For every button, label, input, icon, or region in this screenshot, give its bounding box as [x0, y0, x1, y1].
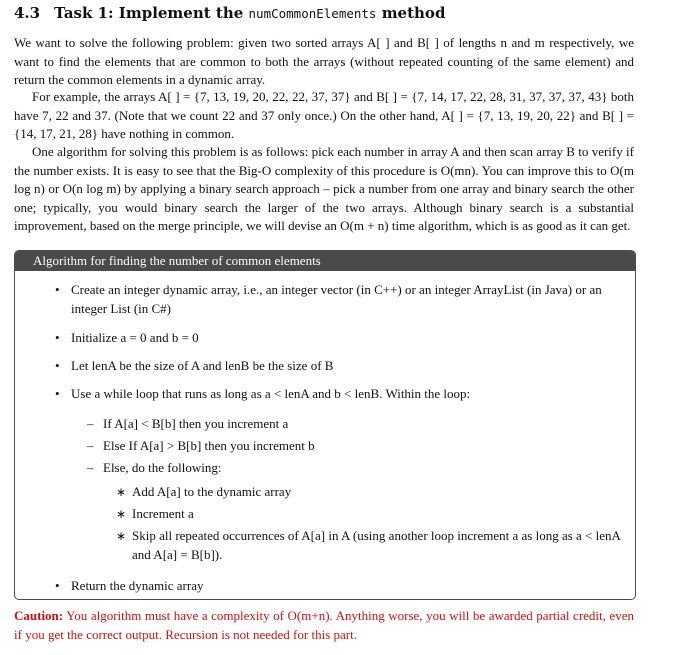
step-text: Use a while loop that runs as long as a < lenA and b < lenB. Within the loop:	[71, 386, 471, 401]
dash-icon: –	[87, 438, 94, 453]
loop-case-text: Else, do the following:	[103, 460, 222, 475]
else-step-text: Skip all repeated occurrences of A[a] in A (using another loop increment a as long as a < lenA and A[a] = B[b]).	[132, 528, 621, 562]
algorithm-step	[55, 357, 615, 376]
algorithm-box	[14, 250, 636, 600]
section-title-suffix: method	[381, 4, 446, 22]
loop-case-text: If A[a] < B[b] then you increment a	[103, 416, 289, 431]
algorithm-step	[55, 385, 615, 404]
else-step	[116, 505, 622, 524]
loop-case	[87, 459, 615, 478]
algorithm-step	[55, 329, 615, 348]
else-step-text: Add A[a] to the dynamic array	[132, 484, 292, 499]
algorithm-step	[55, 281, 615, 318]
bullet-icon: •	[55, 282, 60, 297]
asterisk-icon: ∗	[116, 507, 127, 521]
problem-statement-paragraph: We want to solve the following problem: given two sorted arrays A[ ] and B[ ] of lengths n and m respectively, we want to find the elements that are common to both the arrays (without repeated counting of the same element) and return the common elements in a dynamic array.	[14, 35, 634, 88]
bullet-icon: •	[55, 358, 60, 373]
method-name: numCommonElements	[248, 6, 377, 21]
caution-label: Caution:	[14, 608, 64, 623]
step-text: Initialize a = 0 and b = 0	[71, 330, 199, 345]
approach-paragraph: One algorithm for solving this problem is as follows: pick each number in array A and then scan array B to verify if the number exists. It is easy to see that the Big-O complexity of this procedure is O(mn). You can improve this to O(m log n) or O(n log m) by applying a binary search approach – pick a number from one array and binary search the other one; typically, you would binary search the larger of the two arrays. Although binary search is a substantial improvement, based on the merge principle, we will devise an O(m + n) time algorithm, which is as good as it can get.	[14, 144, 634, 234]
algorithm-box-title: Algorithm for finding the number of common elements	[15, 251, 635, 271]
asterisk-icon: ∗	[116, 529, 127, 543]
dash-icon: –	[87, 460, 94, 475]
step-text: Return the dynamic array	[71, 578, 204, 593]
section-heading	[14, 4, 445, 22]
caution-note	[14, 607, 634, 644]
caution-text: You algorithm must have a complexity of O(m+n). Anything worse, you will be awarded partial credit, even if you get the correct output. Recursion is not needed for this part.	[14, 608, 634, 642]
bullet-icon: •	[55, 578, 60, 593]
loop-case	[87, 415, 615, 434]
section-title-prefix: Task 1: Implement the	[54, 4, 244, 22]
loop-case	[87, 437, 615, 456]
loop-case-text: Else If A[a] > B[b] then you increment b	[103, 438, 315, 453]
section-number: 4.3	[14, 4, 41, 22]
asterisk-icon: ∗	[116, 485, 127, 499]
bullet-icon: •	[55, 330, 60, 345]
bullet-icon: •	[55, 386, 60, 401]
else-step	[116, 483, 622, 502]
step-text: Let lenA be the size of A and lenB be the size of B	[71, 358, 334, 373]
example-paragraph: For example, the arrays A[ ] = {7, 13, 19, 20, 22, 22, 37, 37} and B[ ] = {7, 14, 17, 22, 28, 31, 37, 37, 37, 43} both have 7, 22 and 37. (Note that we count 22 and 37 only once.) On the other hand, A[ ] = {7, 13, 19, 20, 22} and B[ ] = {14, 17, 21, 28} have nothing in common.	[14, 89, 634, 142]
dash-icon: –	[87, 416, 94, 431]
else-step	[116, 527, 622, 564]
step-text: Create an integer dynamic array, i.e., an integer vector (in C++) or an integer ArrayList (in Java) or an integer List (in C#)	[71, 282, 602, 316]
algorithm-step	[55, 577, 615, 596]
else-step-text: Increment a	[132, 506, 194, 521]
